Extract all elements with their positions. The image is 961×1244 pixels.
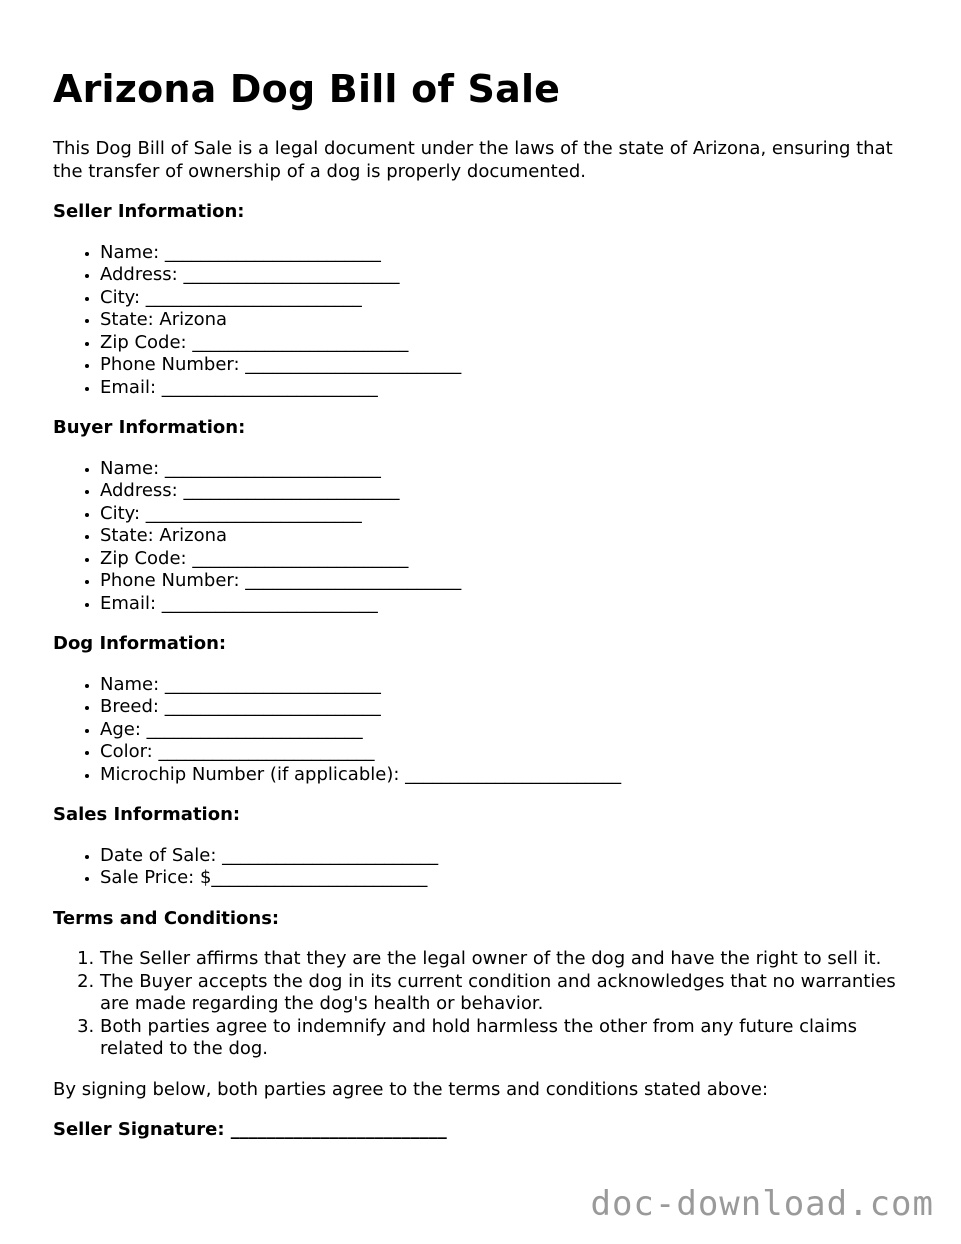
seller-state-field: • State: Arizona [100, 309, 913, 332]
buyer-zip-field: • Zip Code: ________________________ [100, 548, 913, 571]
intro-paragraph: This Dog Bill of Sale is a legal document under the laws of the state of Arizona, ensuring that the transfer of ownership of a dog is properly documented. [53, 138, 893, 182]
watermark: doc-download.com [590, 1184, 934, 1224]
dog-breed-field: • Breed: ________________________ [100, 696, 913, 719]
seller-city-field: • City: ________________________ [100, 287, 913, 310]
dog-heading: Dog Information: [53, 633, 227, 654]
terms-heading: Terms and Conditions: [53, 907, 280, 929]
seller-phone-field: • Phone Number: ________________________ [100, 354, 913, 377]
agreement-statement: By signing below, both parties agree to the terms and conditions stated above: [53, 1078, 769, 1100]
seller-heading: Seller Information: [53, 201, 245, 222]
sale-price-field: • Sale Price: $________________________ [100, 867, 913, 890]
seller-email-field: • Email: ________________________ [100, 377, 913, 400]
buyer-phone-field: • Phone Number: ________________________ [100, 570, 913, 593]
dog-list [53, 674, 913, 787]
dog-age-field: • Age: ________________________ [100, 719, 913, 742]
dog-microchip-field: • Microchip Number (if applicable): ________________________ [100, 764, 913, 787]
seller-address-field: • Address: ________________________ [100, 264, 913, 287]
buyer-email-field: • Email: ________________________ [100, 593, 913, 616]
sales-heading: Sales Information: [53, 804, 241, 825]
sale-date-field: • Date of Sale: ________________________ [100, 845, 913, 868]
terms-list [53, 948, 913, 1061]
buyer-city-field: • City: ________________________ [100, 503, 913, 526]
document-page [53, 64, 913, 1142]
seller-name-field: • Name: ________________________ [100, 242, 913, 265]
term-item: 3. Both parties agree to indemnify and hold harmless the other from any future claims related to the dog. [100, 1016, 913, 1061]
buyer-address-field: • Address: ________________________ [100, 480, 913, 503]
buyer-name-field: • Name: ________________________ [100, 458, 913, 481]
page-title: Arizona Dog Bill of Sale [53, 67, 561, 111]
seller-list [53, 242, 913, 400]
seller-zip-field: • Zip Code: ________________________ [100, 332, 913, 355]
dog-name-field: • Name: ________________________ [100, 674, 913, 697]
term-item: 1. The Seller affirms that they are the legal owner of the dog and have the right to sell it. [100, 948, 913, 971]
term-item: 2. The Buyer accepts the dog in its current condition and acknowledges that no warranties are made regarding the dog's health or behavior. [100, 971, 913, 1016]
buyer-state-field: • State: Arizona [100, 525, 913, 548]
buyer-list [53, 458, 913, 616]
buyer-heading: Buyer Information: [53, 417, 246, 438]
dog-color-field: • Color: ________________________ [100, 741, 913, 764]
sales-list [53, 845, 913, 890]
seller-signature-line: Seller Signature: ________________________ [53, 1119, 447, 1140]
